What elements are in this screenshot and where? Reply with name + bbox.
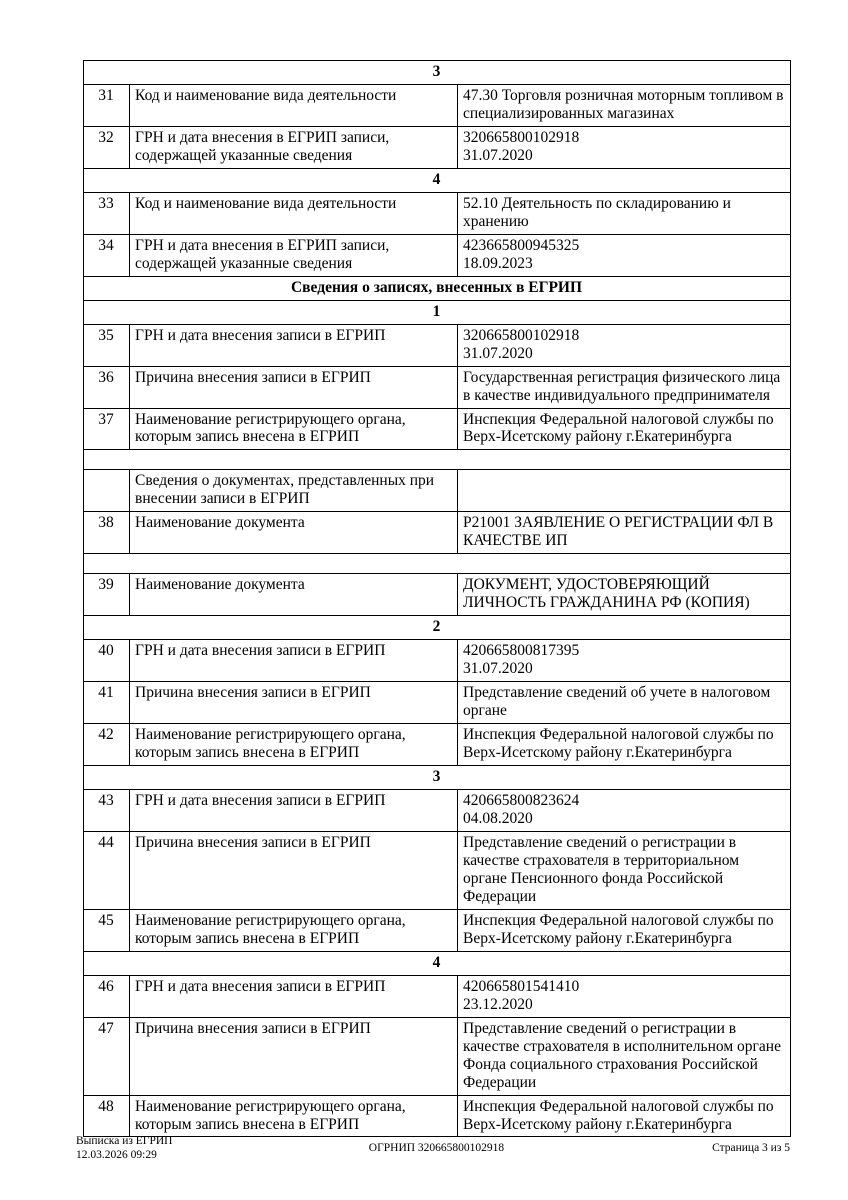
section-number: 3 (84, 766, 791, 790)
row-value-line: ДОКУМЕНТ, УДОСТОВЕРЯЮЩИЙ ЛИЧНОСТЬ ГРАЖДАНИНА РФ (КОПИЯ) (463, 576, 750, 612)
row-value-cell (458, 682, 791, 724)
section-number: 3 (84, 61, 791, 85)
row-number-cell: 35 (84, 324, 130, 366)
row-value-cell (458, 975, 791, 1017)
row-value-cell (458, 1095, 791, 1137)
section-number: 1 (84, 300, 791, 324)
row-value-line: 320665800102918 (463, 128, 580, 146)
row-label-cell: Наименование документа (130, 512, 458, 554)
row-value-line: Государственная регистрация физического лица в качестве индивидуального предпринимателя (463, 368, 781, 404)
row-value-line: Представление сведений об учете в налоговом органе (463, 684, 771, 720)
table-row (84, 1017, 791, 1095)
spacer-cell (84, 554, 791, 574)
row-value-cell (458, 831, 791, 909)
row-value-cell (458, 126, 791, 168)
row-label-cell: ГРН и дата внесения в ЕГРИП записи, содержащей указанные сведения (130, 234, 458, 276)
row-number-cell: 47 (84, 1017, 130, 1095)
section-number: 4 (84, 951, 791, 975)
table-row (84, 724, 791, 766)
row-number-cell: 36 (84, 366, 130, 408)
table-row (84, 574, 791, 616)
row-value-cell (458, 234, 791, 276)
table-row (84, 790, 791, 832)
table-row (84, 126, 791, 168)
row-number-cell: 46 (84, 975, 130, 1017)
row-label-cell: Наименование регистрирующего органа, которым запись внесена в ЕГРИП (130, 909, 458, 951)
row-value-line: 31.07.2020 (463, 344, 533, 362)
row-value-line: Представление сведений о регистрации в качестве страхователя в исполнительном органе Фонда социального страхования Российской Федерации (463, 1019, 781, 1091)
row-number-cell: 48 (84, 1095, 130, 1137)
row-label-cell: ГРН и дата внесения записи в ЕГРИП (130, 790, 458, 832)
row-label-cell: Наименование регистрирующего органа, которым запись внесена в ЕГРИП (130, 1095, 458, 1137)
row-value-line: 18.09.2023 (463, 254, 533, 272)
row-value-cell (458, 790, 791, 832)
row-value-cell (458, 574, 791, 616)
row-value-line: 420665800817395 (463, 642, 580, 660)
row-label-cell: ГРН и дата внесения записи в ЕГРИП (130, 975, 458, 1017)
table-row (84, 831, 791, 909)
row-label-cell: Код и наименование вида деятельности (130, 192, 458, 234)
row-value-line: 31.07.2020 (463, 146, 533, 164)
section-number: 2 (84, 616, 791, 640)
table-row (84, 366, 791, 408)
row-value-cell (458, 192, 791, 234)
spacer-cell (84, 450, 791, 470)
row-value-line: 420665801541410 (463, 977, 580, 995)
row-number-cell: 43 (84, 790, 130, 832)
row-label-cell: Причина внесения записи в ЕГРИП (130, 1017, 458, 1095)
row-value-cell (458, 84, 791, 126)
row-value-line: Инспекция Федеральной налоговой службы по Верх-Исетскому району г.Екатеринбурга (463, 1097, 774, 1133)
row-value-cell (458, 909, 791, 951)
row-label-cell: Наименование документа (130, 574, 458, 616)
footer-doc-type: Выписка из ЕГРИП (76, 1135, 173, 1147)
row-value-line: 52.10 Деятельность по складированию и хранению (463, 194, 731, 230)
row-label-cell: ГРН и дата внесения записи в ЕГРИП (130, 640, 458, 682)
row-number-cell: 39 (84, 574, 130, 616)
row-value-line: 320665800102918 (463, 326, 580, 344)
table-row (84, 234, 791, 276)
table-row (84, 84, 791, 126)
row-label-cell: Наименование регистрирующего органа, которым запись внесена в ЕГРИП (130, 408, 458, 450)
row-value-line: 47.30 Торговля розничная моторным топливом в специализированных магазинах (463, 86, 784, 122)
row-value-line: 23.12.2020 (463, 995, 533, 1013)
table-row (84, 470, 791, 512)
row-label-cell: Причина внесения записи в ЕГРИП (130, 366, 458, 408)
row-label-cell: Причина внесения записи в ЕГРИП (130, 682, 458, 724)
row-value-line: 420665800823624 (463, 792, 580, 809)
section-number-row (84, 168, 791, 192)
row-label-cell: Наименование регистрирующего органа, которым запись внесена в ЕГРИП (130, 724, 458, 766)
row-value-cell (458, 724, 791, 766)
table-row (84, 324, 791, 366)
table-row (84, 408, 791, 450)
row-number-cell: 45 (84, 909, 130, 951)
row-value-cell (458, 1017, 791, 1095)
spacer-row (84, 450, 791, 470)
section-number-row (84, 616, 791, 640)
row-value-cell (458, 470, 791, 512)
row-value-line: 423665800945325 (463, 236, 580, 254)
row-label-cell: Код и наименование вида деятельности (130, 84, 458, 126)
row-value-cell (458, 324, 791, 366)
table-row (84, 909, 791, 951)
egrip-records-table (83, 60, 791, 1137)
section-number-row (84, 300, 791, 324)
table-row (84, 640, 791, 682)
section-number-row (84, 951, 791, 975)
table-row (84, 1095, 791, 1137)
row-label-cell: Сведения о документах, представленных при внесении записи в ЕГРИП (130, 470, 458, 512)
footer-datetime: 12.03.2026 09:29 (76, 1149, 157, 1162)
row-label-cell: ГРН и дата внесения записи в ЕГРИП (130, 324, 458, 366)
table-row (84, 682, 791, 724)
spacer-row (84, 554, 791, 574)
row-value-cell (458, 408, 791, 450)
row-number-cell (84, 470, 130, 512)
row-number-cell: 38 (84, 512, 130, 554)
row-number-cell: 34 (84, 234, 130, 276)
row-value-line: 31.07.2020 (463, 660, 533, 678)
row-value-cell (458, 640, 791, 682)
row-number-cell: 33 (84, 192, 130, 234)
row-value-line: 04.08.2020 (463, 809, 533, 827)
row-value-cell (458, 512, 791, 554)
row-value-line: Р21001 ЗАЯВЛЕНИЕ О РЕГИСТРАЦИИ ФЛ В КАЧЕСТВЕ ИП (463, 514, 774, 550)
row-label-cell: ГРН и дата внесения в ЕГРИП записи, содержащей указанные сведения (130, 126, 458, 168)
row-number-cell: 42 (84, 724, 130, 766)
section-number-row (84, 766, 791, 790)
row-label-cell: Причина внесения записи в ЕГРИП (130, 831, 458, 909)
table-row (84, 192, 791, 234)
row-number-cell: 37 (84, 408, 130, 450)
table-section-title-row (84, 276, 791, 300)
footer-ogrnip: ОГРНИП 320665800102918 (368, 1142, 505, 1154)
row-value-line: Инспекция Федеральной налоговой службы по Верх-Исетскому району г.Екатеринбурга (463, 911, 774, 947)
table-row (84, 975, 791, 1017)
section-number-row (84, 61, 791, 85)
row-number-cell: 32 (84, 126, 130, 168)
row-number-cell: 41 (84, 682, 130, 724)
footer-page-number: Страница 3 из 5 (712, 1142, 790, 1154)
row-number-cell: 44 (84, 831, 130, 909)
row-number-cell: 40 (84, 640, 130, 682)
row-value-line: Инспекция Федеральной налоговой службы по Верх-Исетскому району г.Екатеринбурга (463, 726, 774, 762)
section-number: 4 (84, 168, 791, 192)
row-value-cell (458, 366, 791, 408)
table-row (84, 512, 791, 554)
row-value-line: Инспекция Федеральной налоговой службы по Верх-Исетскому району г.Екатеринбурга (463, 410, 774, 446)
row-value-line: Представление сведений о регистрации в качестве страхователя в территориальном органе Пенсионного фонда Российской Федерации (463, 833, 740, 905)
row-number-cell: 31 (84, 84, 130, 126)
egrip-table-body (84, 61, 791, 1137)
table-section-title: Сведения о записях, внесенных в ЕГРИП (84, 276, 791, 300)
